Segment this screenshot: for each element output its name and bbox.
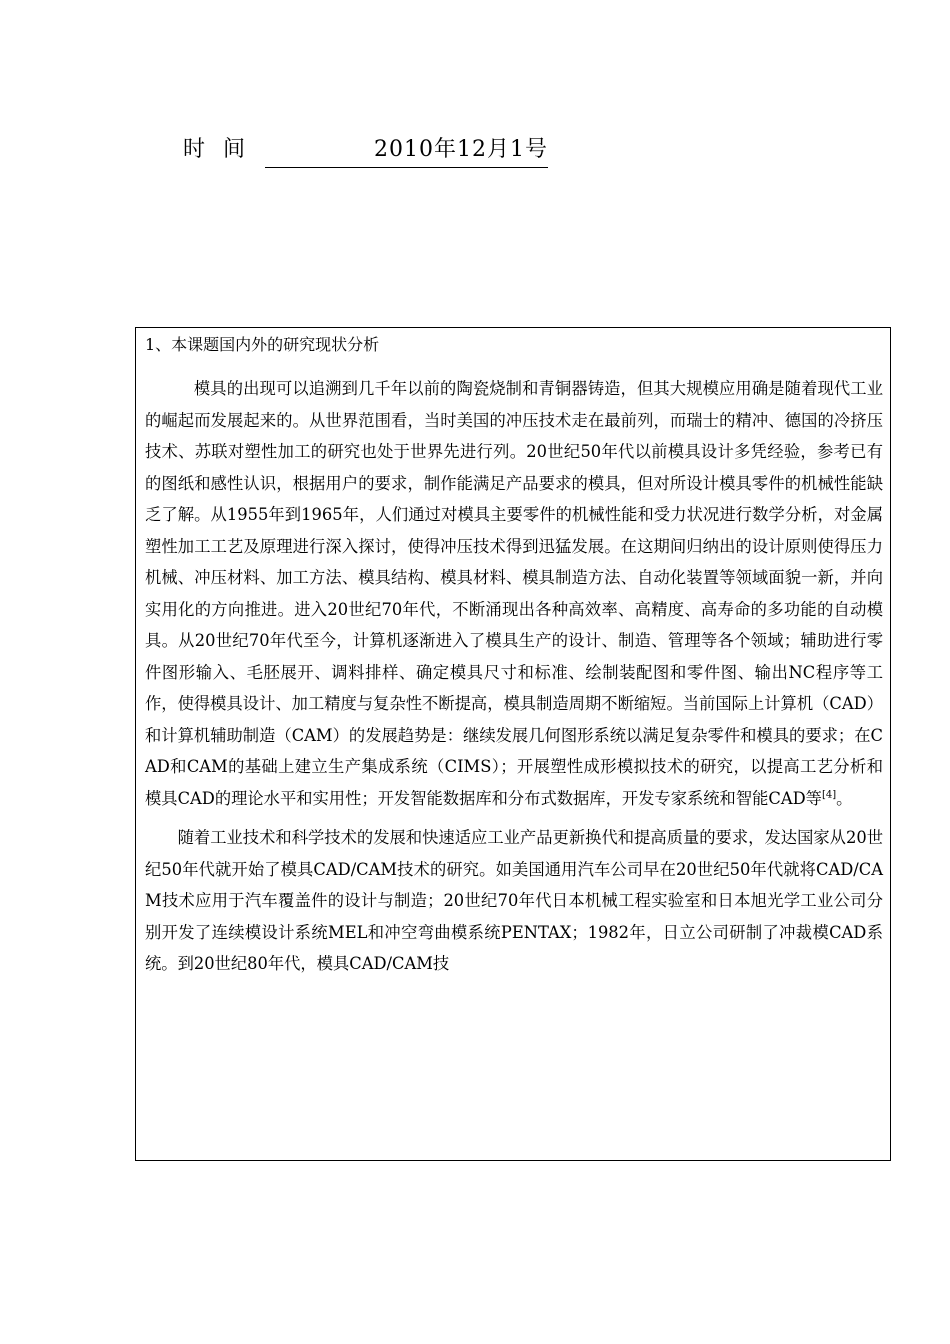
date-value: 2010年12月1号 bbox=[265, 133, 548, 168]
paragraph-1-text: 模具的出现可以追溯到几千年以前的陶瓷烧制和青铜器铸造，但其大规模应用确是随着现代工业的崛起而发展起来的。从世界范围看，当时美国的冲压技术走在最前列，而瑞士的精冲、德国的冷挤压技术、苏联对塑性加工的研究也处于世界先进行列。20世纪50年代以前模具设计多凭经验，参考已有的图纸和感性认识，根据用户的要求，制作能满足产品要求的模具，但对所设计模具零件的机械性能缺乏了解。从1955年到1965年，人们通过对模具主要零件的机械性能和受力状况进行数学分析，对金属塑性加工工艺及原理进行深入探讨，使得冲压技术得到迅猛发展。在这期间归纳出的设计原则使得压力机械、冲压材料、加工方法、模具结构、模具材料、模具制造方法、自动化装置等领域面貌一新，并向实用化的方向推进。进入20世纪70年代，不断涌现出各种高效率、高精度、高寿命的多功能的自动模具。从20世纪70年代至今，计算机逐渐进入了模具生产的设计、制造、管理等各个领域；辅助进行零件图形输入、毛胚展开、调料排样、确定模具尺寸和标准、绘制装配图和零件图、输出NC程序等工作，使得模具设计、加工精度与复杂性不断提高，模具制造周期不断缩短。当前国际上计算机（CAD）和计算机辅助制造（CAM）的发展趋势是：继续发展几何图形系统以满足复杂零件和模具的要求；在CAD和CAM的基础上建立生产集成系统（CIMS）；开展塑性成形模拟技术的研究，以提高工艺分析和模具CAD的理论水平和实用性；开发智能数据库和分布式数据库，开发专家系统和智能CAD等 bbox=[145, 379, 883, 808]
paragraph-1-end: 。 bbox=[836, 788, 853, 808]
date-label: 时间 bbox=[183, 137, 264, 162]
citation-ref: [4] bbox=[821, 789, 837, 801]
section-heading: 1、本课题国内外的研究现状分析 bbox=[145, 335, 380, 354]
paragraph-2: 随着工业技术和科学技术的发展和快速适应工业产品更新换代和提高质量的要求，发达国家从20世纪50年代就开始了模具CAD/CAM技术的研究。如美国通用汽车公司早在20世纪50年代就将CAD/CAM技术应用于汽车覆盖件的设计与制造；20世纪70年代日本机械工程实验室和日本旭光学工业公司分别开发了连续模设计系统MEL和冲空弯曲模系统PENTAX；1982年，日立公司研制了冲裁模CAD系统。到20世纪80年代，模具CAD/CAM技 bbox=[145, 828, 883, 973]
date-line bbox=[183, 133, 548, 168]
research-status-box bbox=[135, 327, 891, 1161]
paragraph-1 bbox=[145, 373, 883, 814]
section-body bbox=[145, 373, 883, 980]
